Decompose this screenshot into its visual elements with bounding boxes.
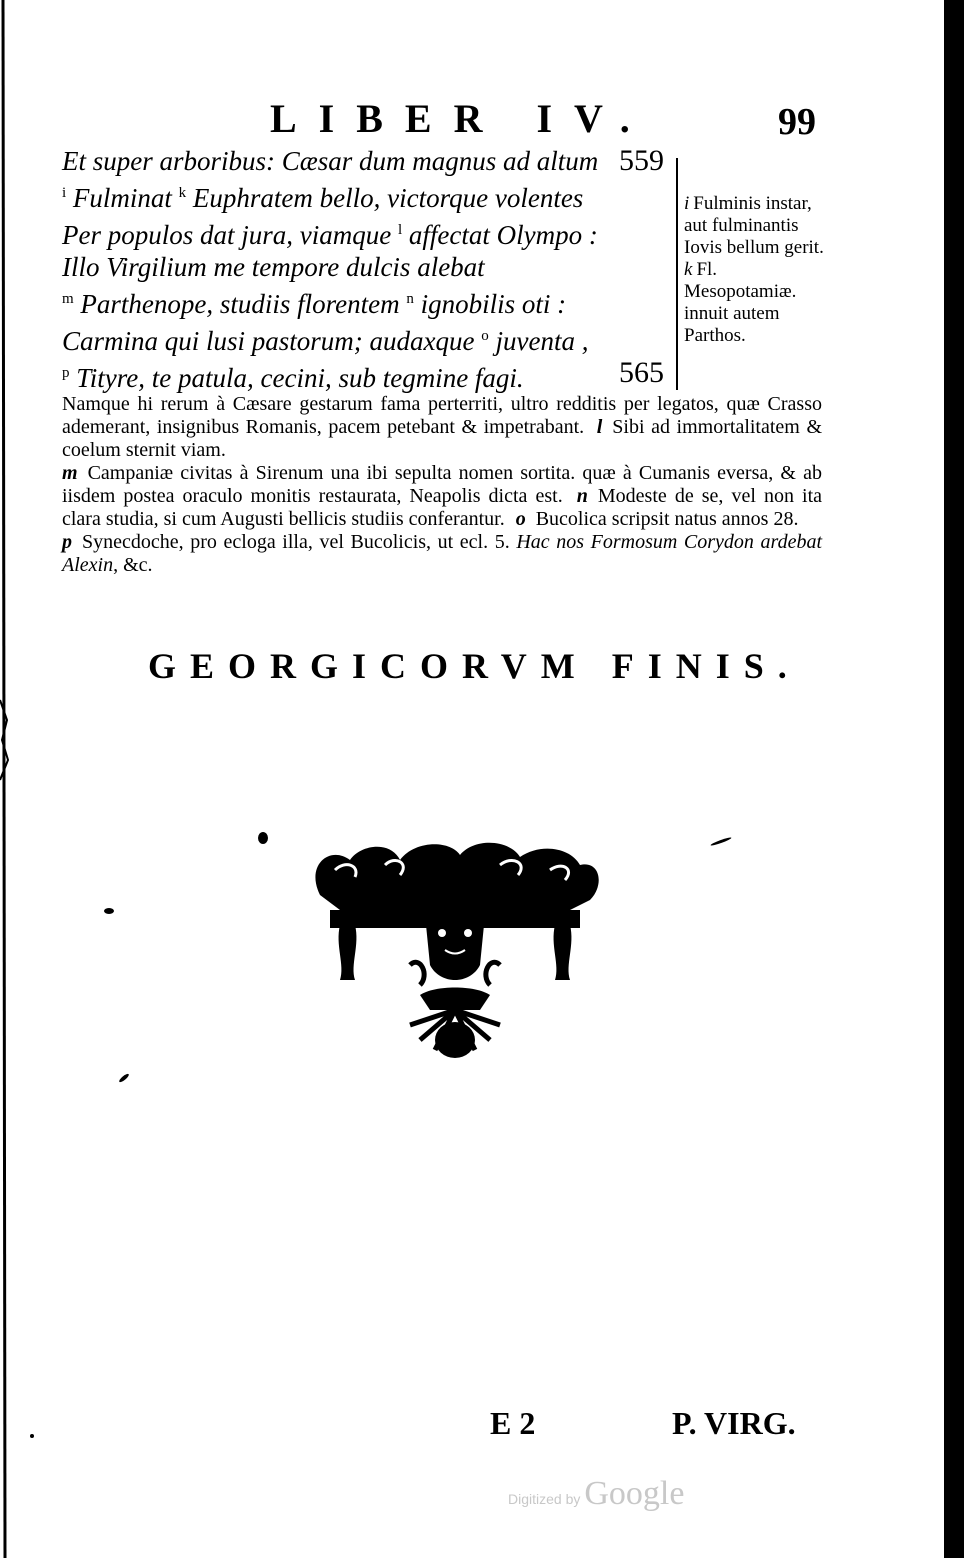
verse-line-number: 565 (619, 356, 664, 389)
note-text: Fulminis instar, aut fulminantis Iovis bellum gerit. (684, 193, 824, 258)
verse-text: Illo Virgilium me tempore dulcis alebat (62, 252, 485, 282)
verse-line (62, 214, 674, 251)
note-marker: o (481, 328, 489, 344)
verse-text: juventa , (495, 326, 589, 356)
printers-ornament-icon (300, 825, 610, 1065)
verse-text: Tityre, te patula, cecini, sub tegmine fagi. (76, 363, 524, 393)
commentary-notes (62, 393, 822, 577)
signature-mark: E 2 (490, 1405, 536, 1441)
verse-line (62, 320, 674, 357)
commentary-text: Bucolica scripsit natus annos 28. (535, 508, 799, 530)
note-marker: l (596, 416, 603, 438)
verse-block (62, 145, 674, 394)
catchword: P. VIRG. (672, 1405, 796, 1441)
margin-rule (676, 158, 678, 390)
ink-speck (118, 1073, 130, 1084)
verse-line (62, 357, 674, 394)
watermark-logo-text: Google (584, 1475, 685, 1512)
verse-line (62, 177, 674, 214)
ink-speck (104, 908, 114, 914)
page-right-edge (944, 0, 964, 1558)
note-marker: k (178, 185, 187, 201)
note-marker: k (684, 259, 693, 280)
commentary-text: Sibi ad immortalitatem & coelum sternit viam. (62, 416, 822, 461)
note-marker: p (62, 531, 72, 553)
verse-text: Parthenope, studiis florentem (80, 289, 407, 319)
note-marker: m (62, 462, 78, 484)
note-marker: m (62, 291, 74, 307)
verse-line (62, 145, 674, 177)
verse-text: Euphratem bello, victorque volentes (192, 183, 584, 213)
note-marker: i (62, 185, 67, 201)
commentary-text: , &c. (113, 554, 153, 576)
verse-text: Et super arboribus: Cæsar dum magnus ad altum (62, 146, 599, 176)
ink-speck (945, 1072, 957, 1075)
ink-speck (30, 1434, 34, 1438)
commentary-text: Namque hi rerum à Cæsare gestarum fama perterriti, ultro redditis per legatos, quæ Crasso ademerant, insignibus Romanis, pacem petebant & impetrabant. (62, 393, 822, 438)
note-marker: o (515, 508, 526, 530)
verse-line (62, 251, 674, 283)
ink-speck (258, 832, 268, 844)
verse-text: Fulminat (72, 183, 179, 213)
commentary-text: Synecdoche, pro ecloga illa, vel Bucolicis, ut ecl. 5. (82, 531, 510, 553)
verse-text: Per populos dat jura, viamque (62, 220, 398, 250)
note-marker: n (576, 485, 588, 507)
verse-line-number: 559 (619, 144, 664, 177)
verse-line (62, 283, 674, 320)
commentary-text: Campaniæ civitas à Sirenum una ibi sepulta nomen sortita. quæ à Cumanis eversa, & ab iisdem postea oraculo monitis restaurata, Neapolis dicta est. (62, 462, 822, 507)
note-marker: i (684, 193, 690, 214)
note-marker: p (62, 365, 70, 381)
margin-note-i (684, 193, 834, 259)
margin-note (684, 193, 834, 347)
finis-heading: GEORGICORVM FINIS. (148, 646, 801, 686)
note-text: Fl. Mesopotamiæ. innuit autem Parthos. (684, 259, 797, 346)
commentary-quote: Hac nos Formosum Corydon ardebat Alexin (62, 531, 823, 576)
commentary-text: Modeste de se, vel non ita clara studia, si cum Augusti bellicis studiis conferantur. (62, 485, 823, 530)
page-number: 99 (778, 101, 816, 143)
margin-note-k (684, 259, 834, 347)
note-marker: n (406, 291, 414, 307)
verse-text: affectat Olympo : (408, 220, 598, 250)
watermark-small-text: Digitized by (508, 1491, 581, 1507)
page-left-edge (0, 0, 10, 1558)
note-marker: l (397, 222, 403, 238)
verse-text: Carmina qui lusi pastorum; audaxque (62, 326, 482, 356)
verse-text: ignobilis oti : (420, 289, 567, 319)
running-head: LIBER IV. (270, 96, 652, 141)
ink-speck (710, 836, 732, 846)
digitized-watermark (508, 1475, 684, 1513)
